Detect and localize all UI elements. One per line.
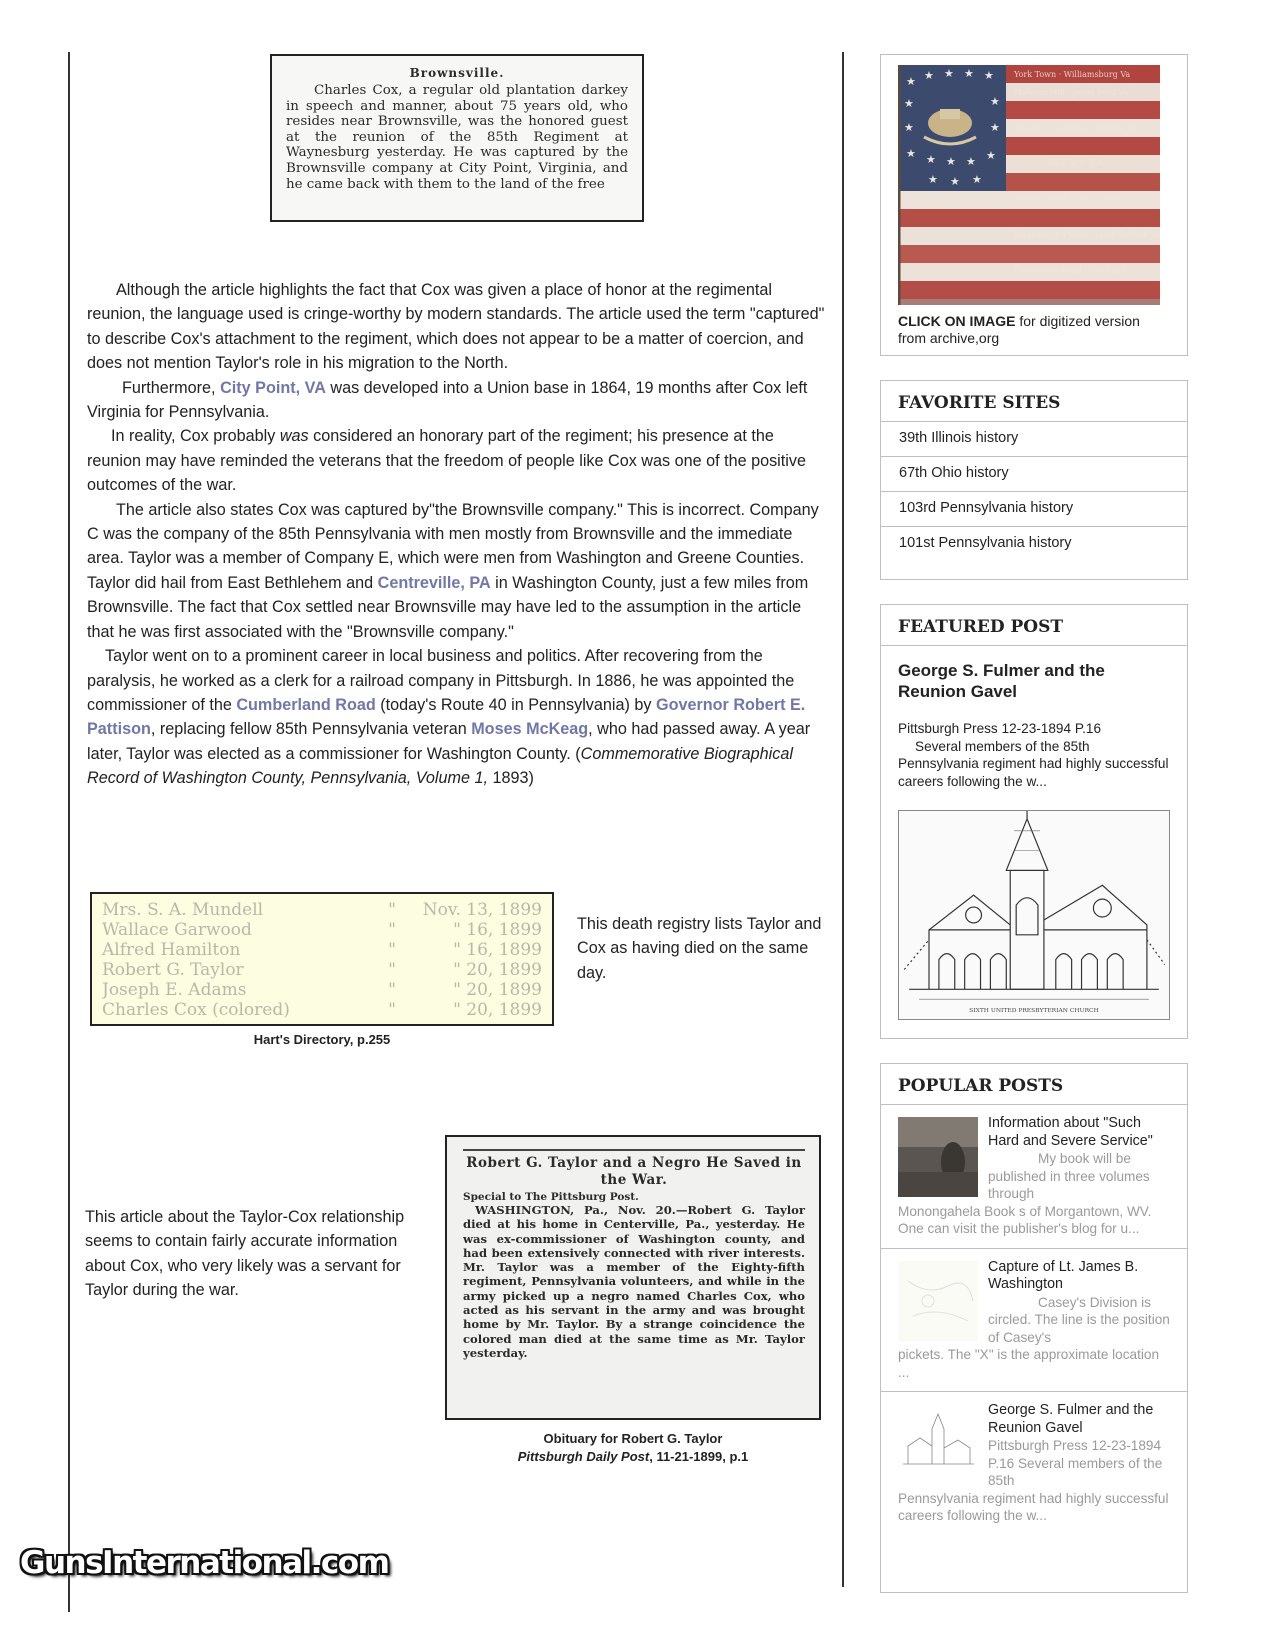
registry-name: Wallace Garwood <box>102 920 252 940</box>
svg-text:★: ★ <box>924 69 934 82</box>
registry-name: Robert G. Taylor <box>102 960 244 980</box>
paragraph-4: The article also states Cox was captured by"the Brownsville company." This is incorrect. Company C was the company of the 85th Pennsylvania with men mostly from Brownsville and the immediate area. Taylor was a member of Company E, which were men from Washington and Greene Counties. Taylor did hail from East Bethlehem and Centreville, PA in Washington County, just a few miles from Brownsville. The fact that Cox settled near Brownsville may have led to the assumption in the article that he was first associated with the "Brownsville company." <box>87 500 819 641</box>
svg-text:★: ★ <box>904 97 914 110</box>
svg-text:★: ★ <box>906 147 916 160</box>
svg-text:★: ★ <box>990 121 1000 134</box>
registry-caption: Hart's Directory, p.255 <box>253 1032 391 1047</box>
favorite-link-103rd-pennsylvania[interactable]: 103rd Pennsylvania history <box>881 492 1187 527</box>
svg-text:★: ★ <box>986 149 996 162</box>
obituary-caption: Obituary for Robert G. Taylor Pittsburgh Daily Post, 11-21-1899, p.1 <box>517 1431 749 1464</box>
registry-row <box>102 920 542 940</box>
taylor-cox-note: This article about the Taylor-Cox relationship seems to contain fairly accurate information about Cox, who very likely was a servant for Taylor during the war. <box>85 1208 405 1300</box>
svg-text:★: ★ <box>944 67 954 80</box>
registry-date: " 16, 1899 <box>453 920 542 940</box>
svg-text:★: ★ <box>972 173 982 186</box>
popular-post[interactable] <box>881 1392 1187 1535</box>
registry-ditto: " <box>388 900 396 920</box>
popular-post-thumbnail <box>898 1404 978 1484</box>
featured-post-heading: FEATURED POST <box>881 605 1187 646</box>
svg-text:★: ★ <box>926 153 936 166</box>
registry-ditto: " <box>388 960 396 980</box>
flag-widget <box>880 54 1188 356</box>
clipping-body: Charles Cox, a regular old plantation darkey in speech and manner, about 75 years old, who resides near Brownsville, was the honored guest at the reunion of the 85th Regiment at Waynesburg yesterday. He was captured by the Brownsville company at City Point, Virginia, and he came back with them to the land of the free <box>286 83 628 192</box>
svg-text:★: ★ <box>928 173 938 186</box>
svg-text:Strawberry Plains · Deep Botto: Strawberry Plains · Deep Bottom Va <box>1014 230 1160 239</box>
svg-text:Darbytown Road · Oct 1864: Darbytown Road · Oct 1864 <box>1014 266 1127 275</box>
link-governor-pattison[interactable]: Governor Robert E. Pattison <box>87 695 806 739</box>
svg-text:85 P. V. V. P. A.: 85 P. V. V. P. A. <box>1048 158 1106 167</box>
popular-post-snippet: Casey's Division is circled. The line is the position of Casey's pickets. The "X" is the approximate location ... <box>898 1294 1170 1380</box>
obituary-heading: Robert G. Taylor and a Negro He Saved in the War. <box>466 1155 802 1188</box>
death-registry-image <box>90 892 554 1026</box>
popular-post[interactable] <box>881 1249 1187 1393</box>
registry-name: Mrs. S. A. Mundell <box>102 900 264 920</box>
svg-text:★: ★ <box>904 121 914 134</box>
registry-ditto: " <box>388 1000 396 1020</box>
svg-text:★: ★ <box>984 69 994 82</box>
registry-name: Alfred Hamilton <box>102 940 241 960</box>
favorite-link-101st-pennsylvania[interactable]: 101st Pennsylvania history <box>899 535 1072 551</box>
registry-name: Joseph E. Adams <box>102 980 247 1000</box>
paragraph-5: Taylor went on to a prominent career in local business and politics. After recovering from the paralysis, he worked as a clerk for a railroad company in Pittsburgh. In 1886, he was appointed the commissioner of the Cumberland Road (today's Route 40 in Pennsylvania) by Governor Robert E. Pattison, replacing fellow 85th Pennsylvania veteran Moses McKeag, who had passed away. A year later, Taylor was elected as a commissioner for Washington County. (Commemorative Biographical Record of Washington County, Pennsylvania, Volume 1, 1893) <box>87 647 811 788</box>
paragraph-3: In reality, Cox probably was considered an honorary part of the regiment; his presence at the reunion may have reminded the veterans that the freedom of people like Cox was one of the positive outcomes of the war. <box>87 427 806 495</box>
clipping-heading: Brownsville. <box>409 66 505 80</box>
popular-post-title: George S. Fulmer and the Reunion Gavel <box>988 1402 1154 1436</box>
left-margin-rule <box>68 52 70 1612</box>
svg-text:SIXTH UNITED PRESBYTERIAN CHUR: SIXTH UNITED PRESBYTERIAN CHURCH <box>969 1007 1099 1015</box>
flag-caption: CLICK ON IMAGE for digitized version from archive,org <box>898 313 1140 346</box>
popular-posts-heading: POPULAR POSTS <box>881 1064 1187 1105</box>
paragraph-1: Although the article highlights the fact that Cox was given a place of honor at the regimental reunion, the language used is cringe-worthy by modern standards. The article used the term "captured" to describe Cox's attachment to the regiment, which does not appear to be a matter of coercion, and does not mention Taylor's role in his migration to the North. <box>87 281 825 373</box>
svg-text:Malvern Hill · Jones Ford Va: Malvern Hill · Jones Ford Va <box>1014 88 1129 97</box>
favorite-link-67th-ohio[interactable]: 67th Ohio history <box>881 457 1187 492</box>
featured-post-snippet: Pittsburgh Press 12-23-1894 P.16 Several members of the 85th Pennsylvania regiment had highly successful careers following the w... <box>898 721 1169 789</box>
popular-post-snippet: My book will be published in three volumes through Monongahela Book s of Morgantown, WV. One can visit the publisher's blog for u... <box>898 1151 1152 1236</box>
link-moses-mckeag[interactable]: Moses McKeag <box>471 720 589 739</box>
svg-text:★: ★ <box>964 67 974 80</box>
registry-row <box>102 900 542 920</box>
obituary-clipping <box>445 1135 821 1420</box>
svg-text:★: ★ <box>946 155 956 168</box>
svg-text:★: ★ <box>966 155 976 168</box>
registry-date: " 16, 1899 <box>453 940 542 960</box>
registry-note: This death registry lists Taylor and Cox as having died on the same day. <box>577 915 822 982</box>
popular-post[interactable] <box>881 1105 1187 1249</box>
registry-date: Nov. 13, 1899 <box>422 900 542 920</box>
obituary-dateline-source: Special to The Pittsburg Post. <box>463 1191 639 1203</box>
popular-post-snippet: Pittsburgh Press 12-23-1894 P.16 Several members of the 85th Pennsylvania regiment had highly successful careers following the w... <box>898 1438 1169 1523</box>
registry-date: " 20, 1899 <box>453 960 542 980</box>
svg-text:★: ★ <box>950 175 960 188</box>
favorite-sites-widget <box>880 380 1188 580</box>
featured-post-title[interactable]: George S. Fulmer and the Reunion Gavel <box>898 661 1105 701</box>
featured-post-widget <box>880 604 1188 1039</box>
obituary-body: WASHINGTON, Pa., Nov. 20.—Robert G. Taylor died at his home in Centerville, Pa., yesterday. He was ex-commissioner of Washington county, and had been extensively connected with river interests. Mr. Taylor was a member of the Eighty-fifth regiment, Pennsylvania volunteers, and while in the army picked up a negro named Charles Cox, who acted as his servant in the army and was brought home by Mr. Taylor. By a strange coincidence the colored man died at the same time as Mr. Taylor yesterday. <box>463 1203 805 1360</box>
registry-date: " 20, 1899 <box>453 980 542 1000</box>
registry-ditto: " <box>388 940 396 960</box>
popular-posts-widget <box>880 1063 1188 1593</box>
article-body <box>87 278 832 791</box>
registry-row <box>102 960 542 980</box>
popular-post-thumbnail <box>898 1261 978 1341</box>
registry-row <box>102 940 542 960</box>
link-cumberland-road[interactable]: Cumberland Road <box>236 695 376 714</box>
registry-row <box>102 980 542 1000</box>
link-city-point[interactable]: City Point, VA <box>220 378 326 397</box>
popular-post-title: Information about "Such Hard and Severe Service" <box>988 1115 1153 1149</box>
registry-ditto: " <box>388 920 396 940</box>
watermark-logo: GunsInternational.com <box>20 1545 389 1581</box>
regimental-flag-image[interactable] <box>898 65 1160 305</box>
church-illustration[interactable] <box>898 810 1170 1020</box>
column-divider <box>842 52 844 1587</box>
favorite-sites-heading: FAVORITE SITES <box>881 381 1187 422</box>
popular-post-thumbnail <box>898 1117 978 1197</box>
svg-text:York Town · Williamsburg Va: York Town · Williamsburg Va <box>1014 70 1131 79</box>
favorite-link-39th-illinois[interactable]: 39th Illinois history <box>881 422 1187 457</box>
svg-text:Morris Island · Aug 7 1863: Morris Island · Aug 7 1863 <box>1014 194 1123 203</box>
registry-name: Charles Cox (colored) <box>102 1000 290 1020</box>
popular-post-title: Capture of Lt. James B. Washington <box>988 1258 1139 1292</box>
svg-text:Kinston · Goldsboro Bridge NC: Kinston · Goldsboro Bridge NC <box>1014 124 1140 133</box>
registry-date: " 20, 1899 <box>453 1000 542 1020</box>
link-centreville[interactable]: Centreville, PA <box>377 573 491 592</box>
registry-ditto: " <box>388 980 396 1000</box>
svg-text:★: ★ <box>990 95 1000 108</box>
svg-text:★: ★ <box>906 75 916 88</box>
brownsville-clipping <box>270 54 644 222</box>
registry-row <box>102 1000 542 1020</box>
paragraph-2: Furthermore, City Point, VA was developed into a Union base in 1864, 19 months after Cox left Virginia for Pennsylvania. <box>87 378 808 422</box>
